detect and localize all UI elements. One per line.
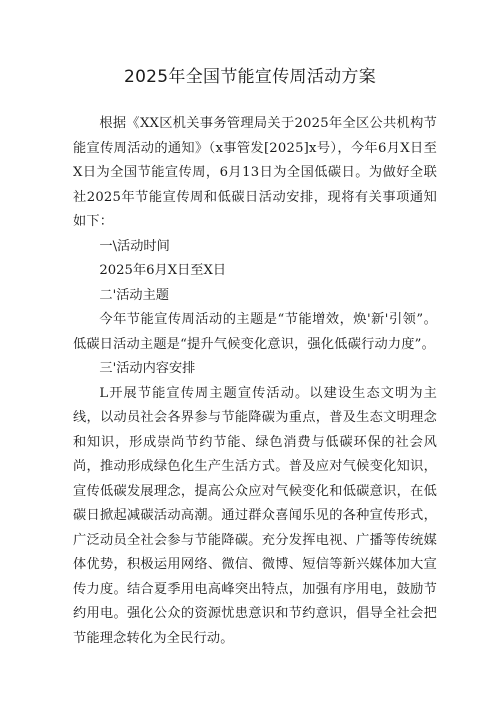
section-heading-time: 一\活动时间 bbox=[99, 238, 170, 254]
document-body bbox=[73, 112, 437, 651]
document-title: 2025年全国节能宣传周活动方案 bbox=[123, 67, 377, 87]
section-heading-content: 三'活动内容安排 bbox=[99, 361, 196, 376]
intro-paragraph: 根据《XX区机关事务管理局关于2025年全区公共机构节能宣传周活动的通知》（x事管发[2025]x号），今年6月X日至X日为全国节能宣传周，6月13日为全国低碳日。为做好全联社2025年节能宣传周和低碳日活动安排，现将有关事项通知如下： bbox=[73, 116, 437, 229]
section-text-theme: 今年节能宣传周活动的主题是“节能增效，焕'新'引领”。低碳日活动主题是“提升气候变化意识，强化低碳行动力度”。 bbox=[73, 312, 437, 352]
section-heading-theme: 二'活动主题 bbox=[99, 287, 169, 303]
section-text-time: 2025年6月X日至X日 bbox=[99, 263, 227, 278]
section-text-content: L开展节能宣传周主题宣传活动。以建设生态文明为主线，以动员社会各界参与节能降碳为重点，普及生态文明理念和知识，形成崇尚节约节能、绿色消费与低碳环保的社会风尚，推动形成绿色化生产生活方式。普及应对气候变化知识，宣传低碳发展理念，提高公众应对气候变化和低碳意识，在低碳日掀起减碳活动高潮。通过群众喜闻乐见的各种宣传形式，广泛动员全社会参与节能降碳。充分发挥电视、广播等传统媒体优势，积极运用网络、微信、微博、短信等新兴媒体加大宣传力度。结合夏季用电高峰突出特点，加强有序用电，鼓励节约用电。强化公众的资源忧患意识和节约意识，倡导全社会把节能理念转化为全民行动。 bbox=[73, 385, 437, 646]
